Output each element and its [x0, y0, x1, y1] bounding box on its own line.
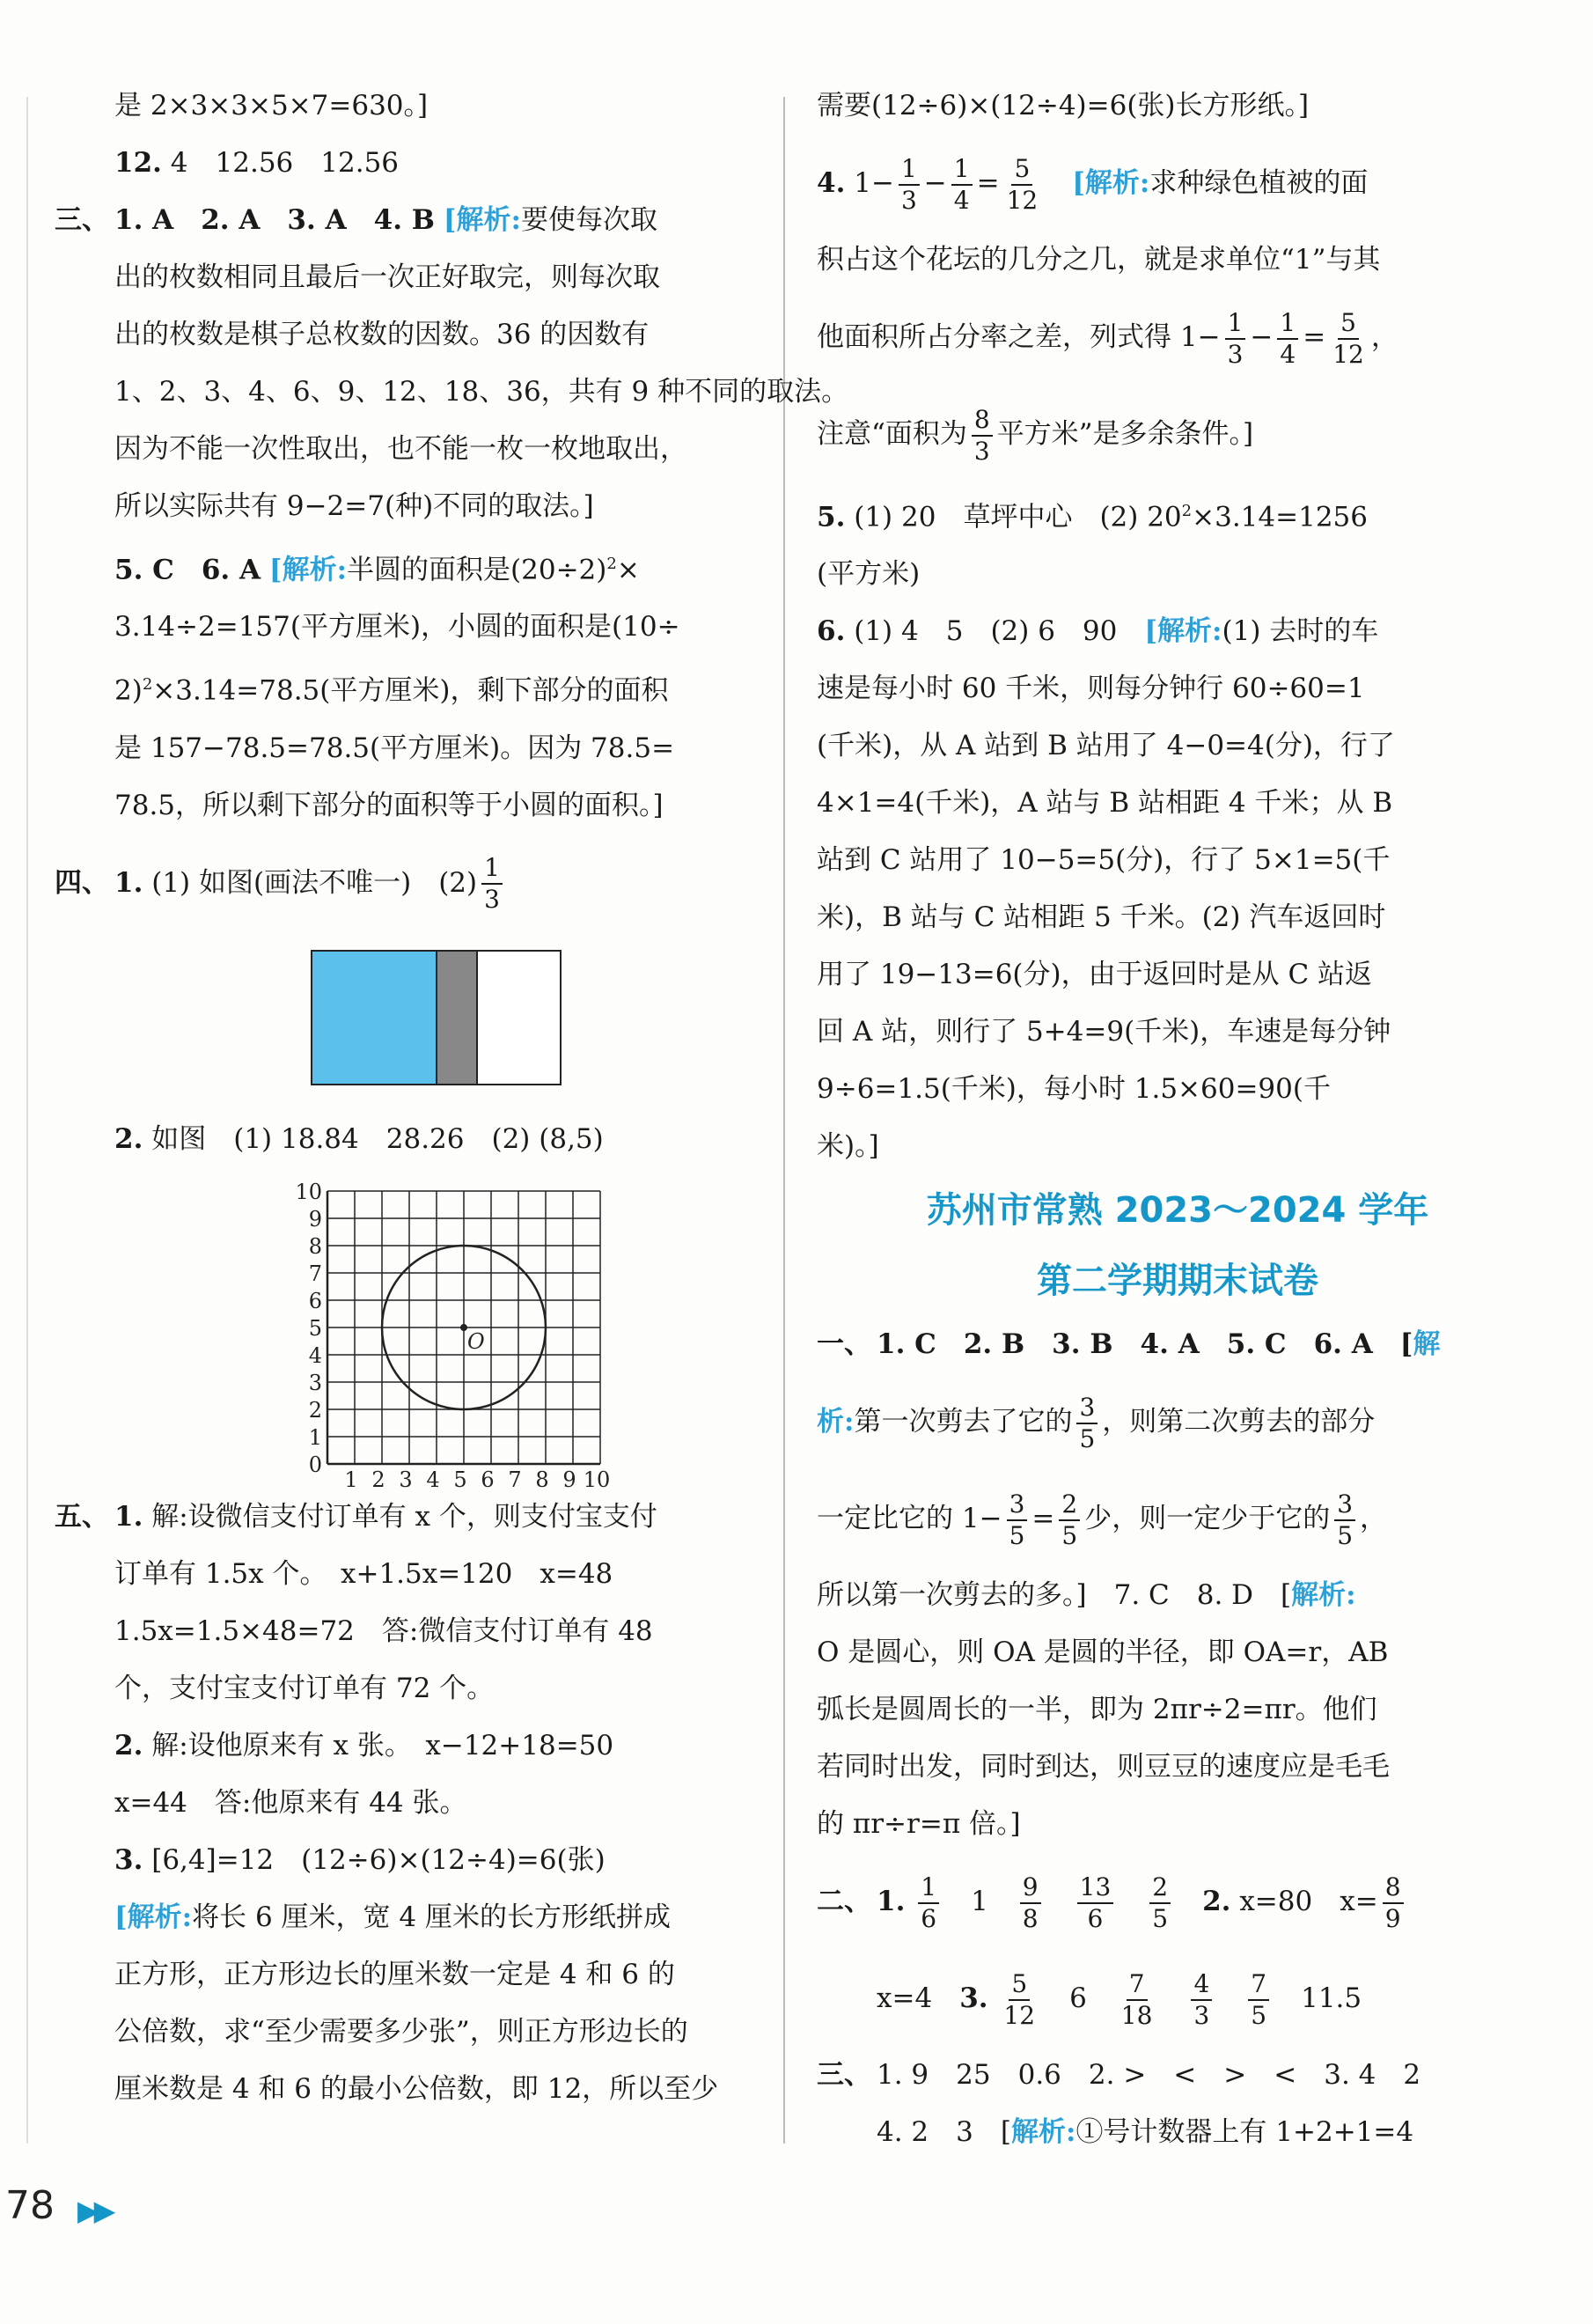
x-tick-label: 10 — [583, 1467, 611, 1489]
center-label: O — [467, 1328, 485, 1354]
explanation-line: 因为不能一次性取出，也不能一枚一枚地取出， — [114, 433, 687, 465]
x-tick-label: 4 — [426, 1467, 440, 1489]
center-point — [460, 1324, 467, 1331]
explanation-line: 站到 C 站用了 10−5=5(分)，行了 5×1=5(千 — [817, 844, 1391, 877]
exam-section-3: 三、 1. 9 25 0.6 2. > < > < 3. 4 2 — [817, 2059, 1421, 2092]
exam-title: 苏州市常熟 2023～2024 学年 — [926, 1190, 1429, 1232]
answer-6: 6. (1) 4 5 (2) 6 90 [解析:(1) 去时的车 — [817, 615, 1379, 648]
y-tick-label: 7 — [308, 1261, 322, 1286]
explanation-line: 出的枚数相同且最后一次正好取完，则每次取 — [114, 261, 660, 293]
answer-12: 12. 4 12.56 12.56 — [114, 147, 400, 179]
y-tick-label: 8 — [308, 1233, 322, 1259]
explanation-line: 公倍数，求“至少需要多少张”，则正方形边长的 — [114, 2015, 688, 2048]
y-tick-label: 4 — [308, 1342, 322, 1368]
gray-fill-region — [437, 951, 477, 1085]
page-number: 78 — [5, 2183, 55, 2228]
page-arrow-icon: ▶▶ — [77, 2194, 111, 2227]
explanation-line: 所以实际共有 9−2=7(种)不同的取法。] — [114, 490, 594, 522]
explanation-line: 4×1=4(千米)，A 站与 B 站相距 4 千米；从 B — [817, 787, 1393, 820]
explanation-line: 若同时出发，同时到达，则豆豆的速度应是毛毛 — [817, 1751, 1390, 1783]
solution-line: 1.5x=1.5×48=72 答:微信支付订单有 48 — [114, 1614, 653, 1647]
x-tick-label: 5 — [453, 1467, 467, 1489]
section-3-answers: 三、 1. A 2. A 3. A 4. B [解析:要使每次取 — [55, 204, 657, 236]
x-tick-label: 1 — [344, 1467, 358, 1489]
y-tick-label: 10 — [295, 1179, 322, 1204]
answer-4: 4. 1− $\frac{1}{3}$ − $\frac{1}{4}$ = $\frac{5}{12}$ [解析:求种绿色植被的面 — [817, 153, 1369, 215]
grid-lines — [327, 1191, 600, 1464]
white-region — [477, 951, 561, 1085]
x-tick-label: 7 — [508, 1467, 522, 1489]
exam-section-1: 一、 1. C 2. B 3. B 4. A 5. C 6. A [解 — [817, 1328, 1441, 1361]
explanation-line: 所以第一次剪去的多。] 7. C 8. D [解析: — [817, 1579, 1356, 1612]
explanation-line: 1、2、3、4、6、9、12、18、36，共有 9 种不同的取法。 — [114, 376, 849, 408]
answer-5: 5. (1) 20 草坪中心 (2) $20^2\times 3.14=1256$ — [817, 501, 1368, 533]
explanation-line: 回 A 站，则行了 5+4=9(千米)，车速是每分钟 — [817, 1016, 1391, 1048]
x-tick-label: 2 — [371, 1467, 385, 1489]
coordinate-grid — [55, 1172, 776, 1489]
answer-line: 需要(12÷6)×(12÷4)=6(张)长方形纸。] — [817, 90, 1310, 121]
right-column — [817, 77, 1538, 2161]
section-5-q1: 五、 1. 解:设微信支付订单有 x 个，则支付宝支付 — [55, 1500, 657, 1533]
explanation-line: 的 πr÷r=π 倍。] — [817, 1808, 1021, 1841]
y-tick-label: 5 — [308, 1315, 322, 1341]
solution-line: x=44 答:他原来有 44 张。 — [114, 1786, 467, 1819]
explanation-line: 出的枚数是棋子总枚数的因数。36 的因数有 — [114, 319, 650, 350]
y-tick-label: 2 — [308, 1397, 322, 1423]
y-tick-label: 1 — [308, 1424, 322, 1450]
explanation-line: 4. 2 3 [解析:①号计数器上有 1+2+1=4 — [877, 2116, 1414, 2149]
explanation-line: 是 157−78.5=78.5(平方厘米)。因为 78.5= — [114, 732, 675, 764]
rectangle-diagram — [55, 942, 776, 1100]
explanation-line: 他面积所占分率之差，列式得 1− $\frac{1}{3}$ − $\frac{1}{4}$ = $\frac{5}{12}$ ， — [817, 307, 1398, 369]
x-tick-label: 8 — [535, 1467, 549, 1489]
explanation-line: 正方形，正方形边长的厘米数一定是 4 和 6 的 — [114, 1958, 675, 1990]
explanation-line: 2)$^2$×3.14=78.5(平方厘米)，剩下部分的面积 — [114, 674, 669, 707]
grid-labels — [295, 1180, 610, 1489]
explanation-line: 积占这个花坛的几分之几，就是求单位“1”与其 — [817, 244, 1381, 276]
section-5-q2: 2. 解:设他原来有 x 张。 x−12+18=50 — [114, 1729, 614, 1761]
explanation-line: 78.5，所以剩下部分的面积等于小圆的面积。] — [114, 789, 664, 821]
explanation-line: 米)。] — [817, 1130, 879, 1163]
explanation-line: 速是每小时 60 千米，则每分钟行 60÷60=1 — [817, 673, 1365, 705]
explanation-line: O 是圆心，则 OA 是圆的半径，即 OA=r，AB — [817, 1636, 1389, 1669]
y-tick-label: 0 — [308, 1452, 322, 1477]
explanation-line: 析:第一次剪去了它的 $\frac{3}{5}$ ，则第二次剪去的部分 — [817, 1392, 1376, 1453]
explanation-line: 一定比它的 1− $\frac{3}{5}$ = $\frac{2}{5}$ 少，则一定少于它的 $\frac{3}{5}$ ， — [817, 1489, 1388, 1550]
explanation-line: 弧长是圆周长的一半，即为 2πr÷2=πr。他们 — [817, 1694, 1377, 1726]
explanation-line: 厘米数是 4 和 6 的最小公倍数，即 12，所以至少 — [114, 2072, 719, 2105]
solution-line: 订单有 1.5x 个。 x+1.5x=120 x=48 — [114, 1557, 613, 1590]
left-column — [55, 77, 849, 2118]
explanation-line: 3.14÷2=157(平方厘米)，小圆的面积是(10÷ — [114, 611, 680, 644]
explanation-line: 用了 19−13=6(分)，由于返回时是从 C 站返 — [817, 959, 1373, 991]
explanation-line: (千米)，从 A 站到 B 站用了 4−0=4(分)，行了 — [817, 730, 1395, 762]
y-tick-label: 6 — [308, 1288, 322, 1313]
explanation-line: 9÷6=1.5(千米)，每小时 1.5×60=90(千 — [817, 1073, 1331, 1106]
answer-line: (平方米) — [817, 558, 921, 591]
explanation-line: 米)，B 站与 C 站相距 5 千米。(2) 汽车返回时 — [817, 901, 1386, 934]
x-tick-label: 6 — [481, 1467, 495, 1489]
blue-fill-region — [312, 951, 437, 1085]
section-4-q1: 四、 1. (1) 如图(画法不唯一) (2) $\frac{1}{3}$ — [55, 835, 776, 931]
y-tick-label: 9 — [308, 1206, 322, 1232]
explanation-line: [解析:将长 6 厘米，宽 4 厘米的长方形纸拼成 — [114, 1901, 671, 1933]
answer-line: 是 2×3×3×5×7=630。] — [114, 90, 429, 121]
exam-section-2: 二、 1. $\frac{1}{6}$ 1 $\frac{9}{8}$ $\frac{13}{6}$ $\frac{2}{5}$ 2. x=80 x= $\frac{8}{9}$ — [817, 1853, 1538, 1950]
answer-5-6: 5. C 6. A [解析:半圆的面积是$(20\div 2)^2\times$ — [114, 554, 640, 586]
section-4-q2: 2. 如图 (1) 18.84 28.26 (2) (8,5) — [114, 1122, 604, 1155]
explanation-line: 注意“面积为 $\frac{8}{3}$ 平方米”是多余条件。] — [817, 404, 1254, 466]
solution-line: 个，支付宝支付订单有 72 个。 — [114, 1672, 495, 1704]
section-5-q3: 3. [6,4]=12 (12÷6)×(12÷4)=6(张) — [114, 1843, 606, 1876]
fraction: $\frac{1}{3}$ — [481, 853, 503, 915]
page-margin-line — [26, 97, 28, 2144]
exam-subtitle: 第二学期期末试卷 — [1037, 1261, 1318, 1302]
answer-line: x=4 3. $\frac{5}{12}$ 6 $\frac{7}{18}$ $\frac{4}{3}$ $\frac{7}{5}$ 11.5 — [877, 1968, 1362, 2030]
x-tick-label: 3 — [399, 1467, 413, 1489]
x-tick-label: 9 — [562, 1467, 576, 1489]
y-tick-label: 3 — [308, 1370, 322, 1395]
